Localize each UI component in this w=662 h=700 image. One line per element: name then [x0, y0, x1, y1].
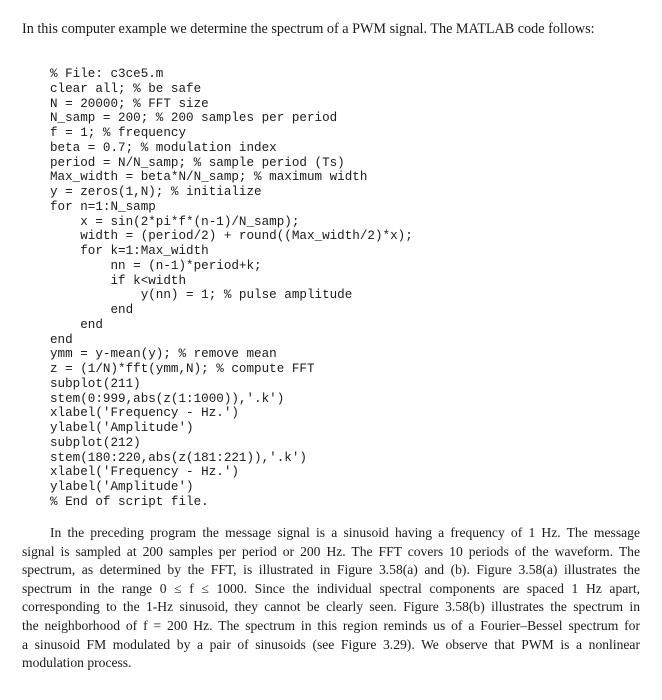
code-line: ylabel('Amplitude'): [50, 480, 194, 494]
code-line: y(nn) = 1; % pulse amplitude: [50, 288, 353, 303]
code-line: if k<width: [50, 273, 187, 288]
code-line: ylabel('Amplitude'): [50, 421, 194, 435]
code-line: x = sin(2*pi*f*(n-1)/N_samp);: [50, 214, 300, 229]
code-line: end: [50, 317, 103, 332]
paragraph-line: spectrum, as determined by the FFT, is illustrated in Figure 3.58(a) and (b). Figure 3.58(a) illustrates the: [22, 562, 640, 578]
code-line: y = zeros(1,N); % initialize: [50, 185, 262, 199]
code-line: xlabel('Frequency - Hz.'): [50, 406, 239, 421]
matlab-code-listing: [50, 67, 610, 510]
paragraph-line: signal is sampled at 200 samples per period or 200 Hz. The FFT covers 10 periods of the waveform. The: [22, 543, 640, 559]
code-line: % End of script file.: [50, 494, 209, 509]
paragraph-line: corresponding to the 1-Hz sinusoid, they cannot be clearly seen. Figure 3.58(b) illustrates the spectrum in: [22, 599, 640, 615]
code-line: for k=1:Max_width: [50, 244, 209, 258]
code-line: stem(0:999,abs(z(1:1000)),'.k'): [50, 391, 285, 406]
intro-paragraph: In this computer example we determine the spectrum of a PWM signal. The MATLAB code follows:: [22, 21, 595, 37]
code-line: nn = (n-1)*period+k;: [50, 258, 262, 273]
code-line: for n=1:N_samp: [50, 199, 156, 214]
code-line: xlabel('Frequency - Hz.'): [50, 465, 239, 480]
code-line: N_samp = 200; % 200 samples per period: [50, 111, 338, 126]
code-line: beta = 0.7; % modulation index: [50, 140, 277, 155]
code-line: subplot(212): [50, 435, 141, 450]
code-line: % File: c3ce5.m: [50, 67, 164, 81]
code-line: subplot(211): [50, 376, 141, 391]
paragraph-line: In the preceding program the message signal is a sinusoid having a frequency of 1 Hz. The message: [50, 525, 640, 540]
paragraph-line: spectrum in the range 0 ≤ f ≤ 1000. Since the individual spectral components are spaced 1 Hz apart,: [22, 580, 640, 596]
code-line: end: [50, 303, 134, 317]
paragraph-line: a sinusoid FM modulated by a pair of sinusoids (see Figure 3.29). We observe that PWM is a nonlinear: [22, 636, 640, 652]
paragraph-line: the neighborhood of f = 200 Hz. The spectrum in this region reminds us of a Fourier–Bessel spectrum for: [22, 617, 640, 633]
code-line: width = (period/2) + round((Max_width/2)*x);: [50, 229, 413, 244]
code-line: end: [50, 332, 73, 347]
explanation-paragraph: [22, 524, 640, 673]
paragraph-line: modulation process.: [22, 655, 132, 671]
code-line: stem(180:220,abs(z(181:221)),'.k'): [50, 450, 307, 465]
code-line: ymm = y-mean(y); % remove mean: [50, 347, 277, 362]
code-line: N = 20000; % FFT size: [50, 96, 209, 111]
code-line: Max_width = beta*N/N_samp; % maximum width: [50, 170, 368, 185]
code-line: f = 1; % frequency: [50, 126, 187, 140]
code-line: clear all; % be safe: [50, 81, 202, 96]
code-line: period = N/N_samp; % sample period (Ts): [50, 155, 345, 170]
code-line: z = (1/N)*fft(ymm,N); % compute FFT: [50, 362, 315, 376]
